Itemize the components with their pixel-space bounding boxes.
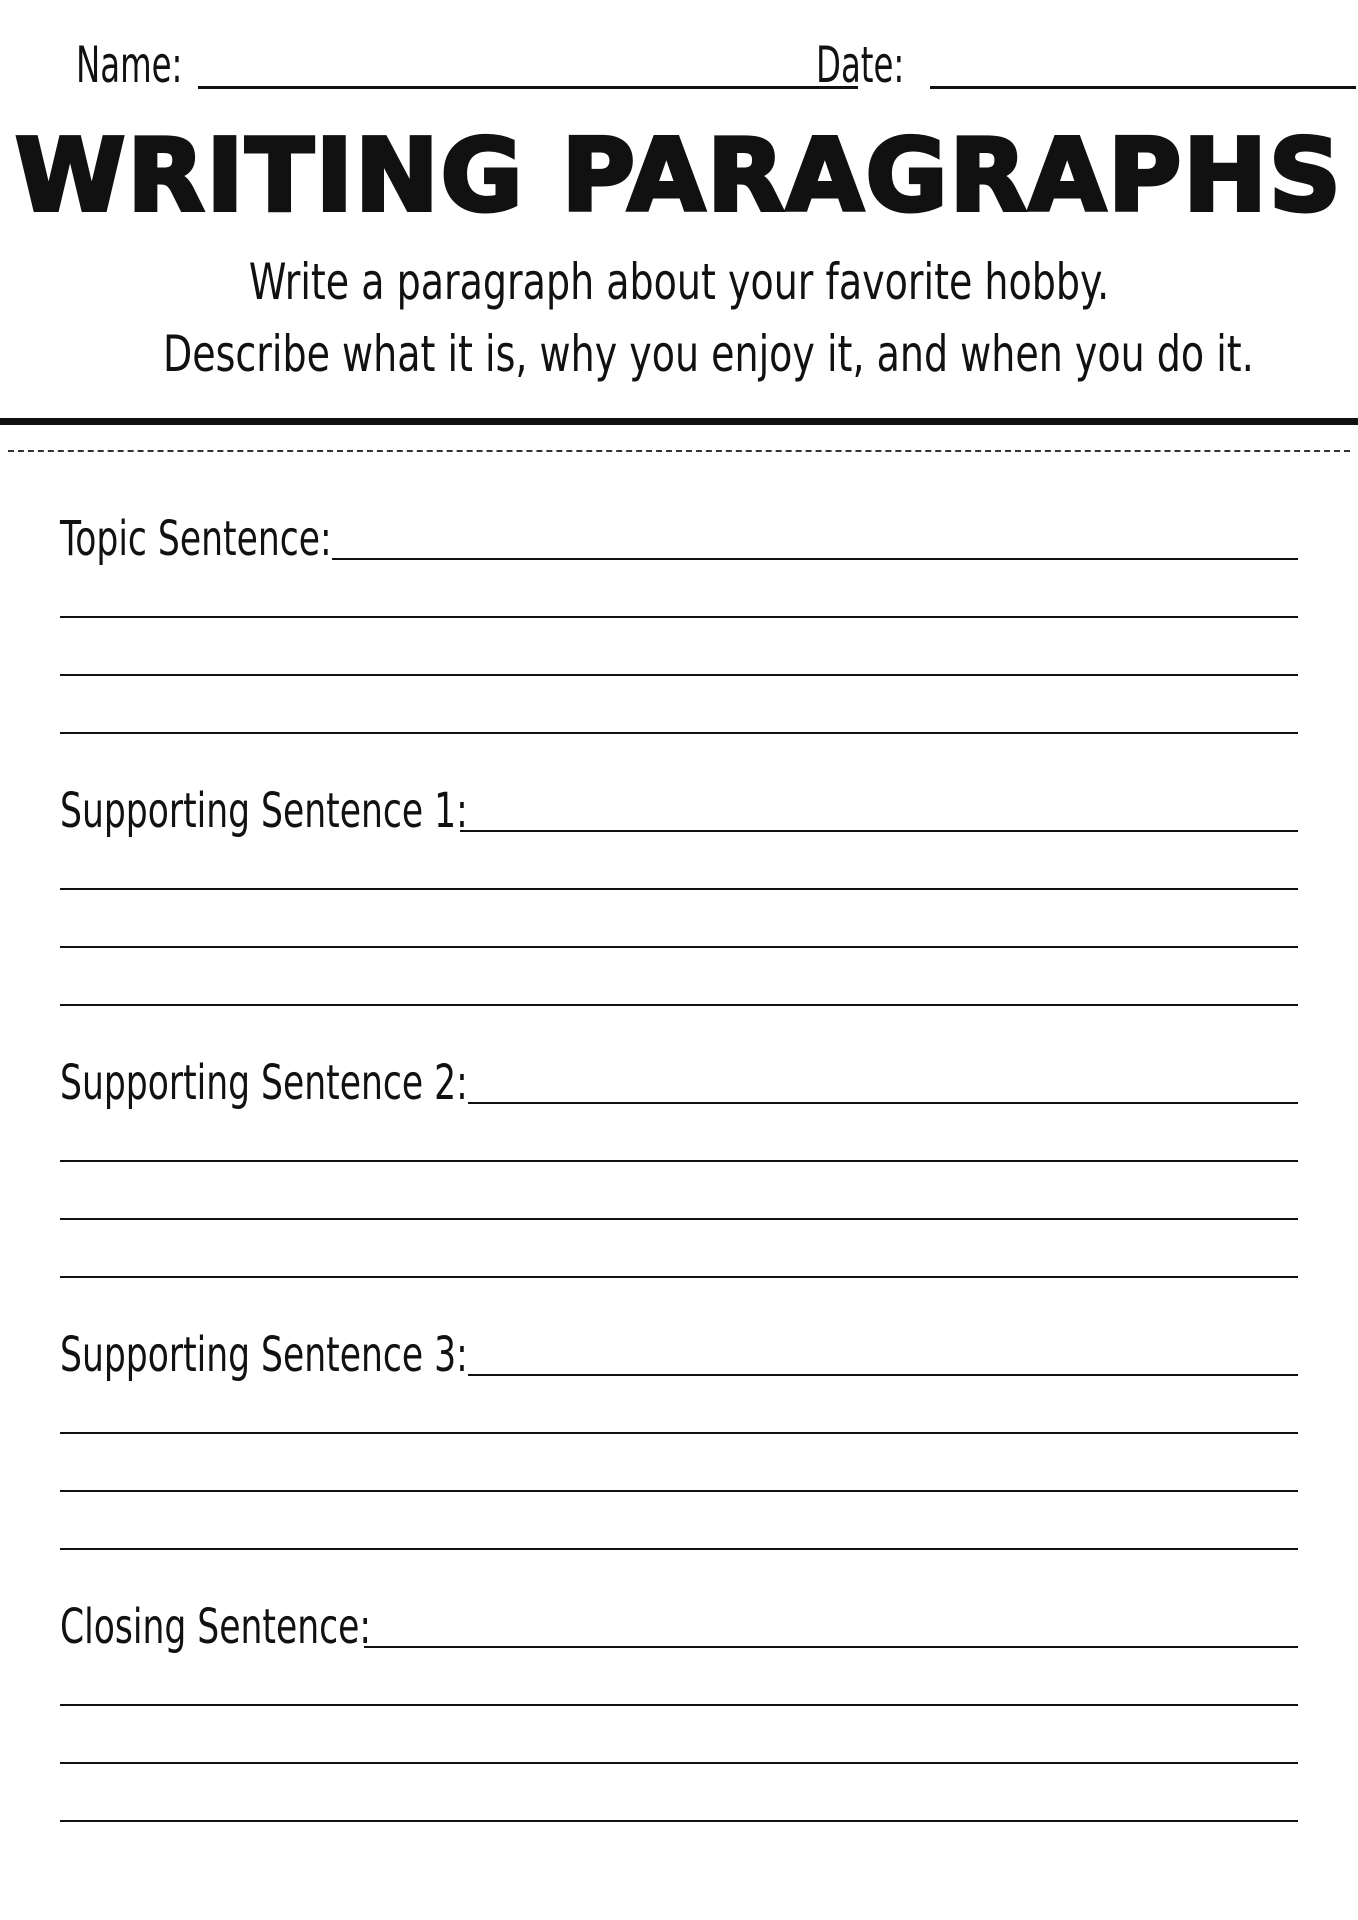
section-supporting-sentence-1 bbox=[60, 776, 1298, 1016]
solid-divider bbox=[0, 418, 1358, 425]
writing-line[interactable] bbox=[60, 1276, 1298, 1278]
worksheet-title: WRITING PARAGRAPHS bbox=[15, 117, 1343, 234]
writing-line[interactable] bbox=[460, 830, 1298, 832]
section-label: Supporting Sentence 2: bbox=[60, 1055, 468, 1111]
writing-line[interactable] bbox=[60, 616, 1298, 618]
section-label: Topic Sentence: bbox=[60, 511, 332, 567]
writing-line[interactable] bbox=[60, 1704, 1298, 1706]
writing-line[interactable] bbox=[60, 888, 1298, 890]
writing-line[interactable] bbox=[60, 1218, 1298, 1220]
name-blank-line[interactable] bbox=[198, 86, 858, 89]
section-label: Closing Sentence: bbox=[60, 1599, 372, 1655]
writing-line[interactable] bbox=[60, 732, 1298, 734]
writing-line[interactable] bbox=[60, 1820, 1298, 1822]
section-label: Supporting Sentence 3: bbox=[60, 1327, 468, 1383]
writing-line[interactable] bbox=[364, 1646, 1298, 1648]
date-label: Date: bbox=[816, 36, 905, 94]
writing-line[interactable] bbox=[60, 1160, 1298, 1162]
section-supporting-sentence-2 bbox=[60, 1048, 1298, 1288]
writing-line[interactable] bbox=[60, 1548, 1298, 1550]
instruction-line-2: Describe what it is, why you enjoy it, and when you do it. bbox=[162, 325, 1254, 383]
section-topic-sentence bbox=[60, 504, 1298, 744]
header-row bbox=[76, 30, 1282, 100]
section-label: Supporting Sentence 1: bbox=[60, 783, 468, 839]
writing-line[interactable] bbox=[60, 1762, 1298, 1764]
writing-line[interactable] bbox=[60, 674, 1298, 676]
writing-line[interactable] bbox=[332, 558, 1298, 560]
name-label: Name: bbox=[76, 36, 183, 94]
writing-line[interactable] bbox=[60, 1490, 1298, 1492]
section-closing-sentence bbox=[60, 1592, 1298, 1832]
writing-line[interactable] bbox=[468, 1102, 1298, 1104]
dashed-divider bbox=[8, 450, 1350, 452]
writing-line[interactable] bbox=[60, 946, 1298, 948]
writing-line[interactable] bbox=[468, 1374, 1298, 1376]
date-blank-line[interactable] bbox=[930, 86, 1356, 89]
instructions bbox=[0, 246, 1358, 390]
instruction-line-1: Write a paragraph about your favorite hobby. bbox=[248, 253, 1110, 311]
writing-line[interactable] bbox=[60, 1004, 1298, 1006]
writing-line[interactable] bbox=[60, 1432, 1298, 1434]
section-supporting-sentence-3 bbox=[60, 1320, 1298, 1560]
